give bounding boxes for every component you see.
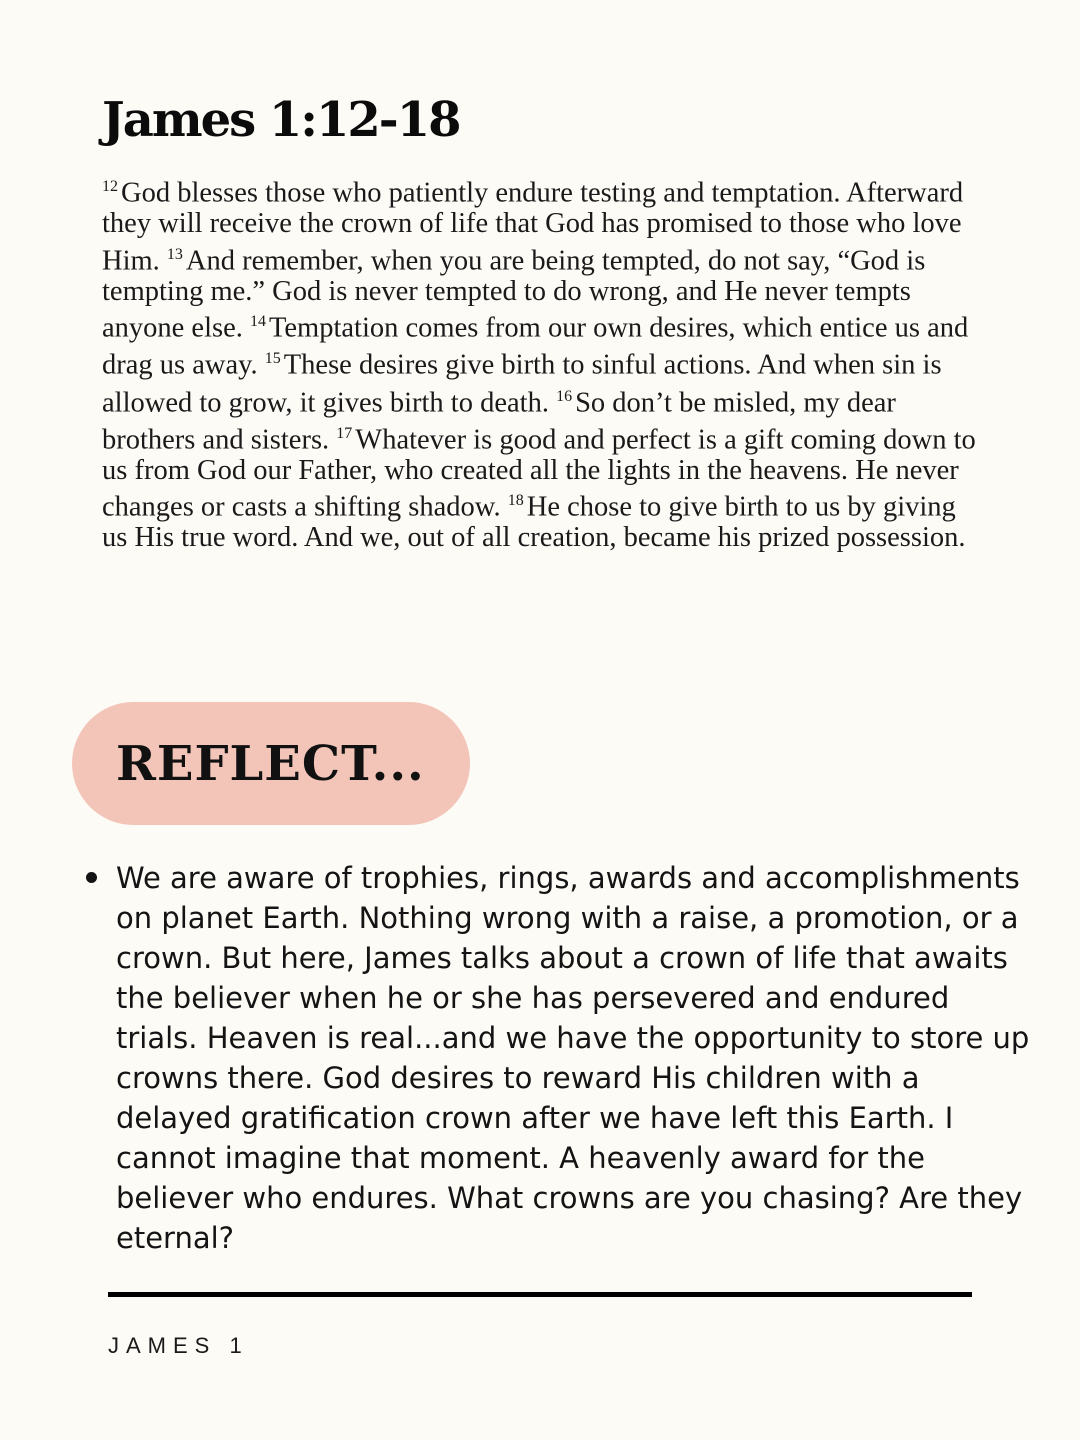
verse-number: 15	[264, 350, 281, 368]
verse-text: Whatever is good and perfect is a gift coming down to us from God our Father, who created all the lights in the heavens. He never changes or casts a shifting shadow.	[102, 424, 976, 523]
verse-text: These desires give birth to sinful actions. And when sin is allowed to grow, it gives birth to death.	[102, 349, 942, 419]
verse-number: 12	[102, 178, 118, 195]
verse-number: 14	[249, 313, 266, 331]
verse-number: 17	[336, 424, 353, 442]
verse-text: Temptation comes from our own desires, which entice us and drag us away.	[102, 312, 969, 381]
verse-number: 13	[166, 245, 183, 263]
verse-number: 16	[556, 387, 573, 405]
verse-text: He chose to give birth to us by giving us His true word. And we, out of all creation, became his prized possession.	[102, 491, 966, 554]
bullet-dot-icon	[86, 872, 97, 883]
verse-text: God blesses those who patiently endure testing and temptation. Afterward they will receive the crown of life that God has promised to those who love Him.	[102, 177, 964, 277]
verse-text: And remember, when you are being tempted, do not say, “God is tempting me.” God is never tempted to do wrong, and He never tempts anyone else.	[102, 245, 926, 344]
reflection-list	[76, 858, 1038, 1258]
footer-label: JAMES 1	[108, 1333, 249, 1358]
page-title: James 1:12-18	[102, 92, 460, 148]
reflect-badge	[72, 702, 470, 825]
footer-divider	[108, 1292, 972, 1297]
reflect-heading: REFLECT...	[116, 736, 425, 792]
reflection-text: We are aware of trophies, rings, awards and accomplishments on planet Earth. Nothing wrong with a raise, a promotion, or a crown. But here, James talks about a crown of life that awaits the believer when he or she has persevered and endured trials. Heaven is real...and we have the opportunity to store up crowns there. God desires to reward His children with a delayed gratification crown after we have left this Earth. I cannot imagine that moment. A heavenly award for the believer who endures. What crowns are you chasing? Are they eternal?	[116, 861, 1030, 1255]
scripture-passage	[102, 172, 982, 554]
verse-text: So don’t be misled, my dear brothers and sisters.	[102, 387, 896, 456]
verse-number: 18	[507, 492, 524, 510]
reflection-item	[76, 858, 1038, 1258]
